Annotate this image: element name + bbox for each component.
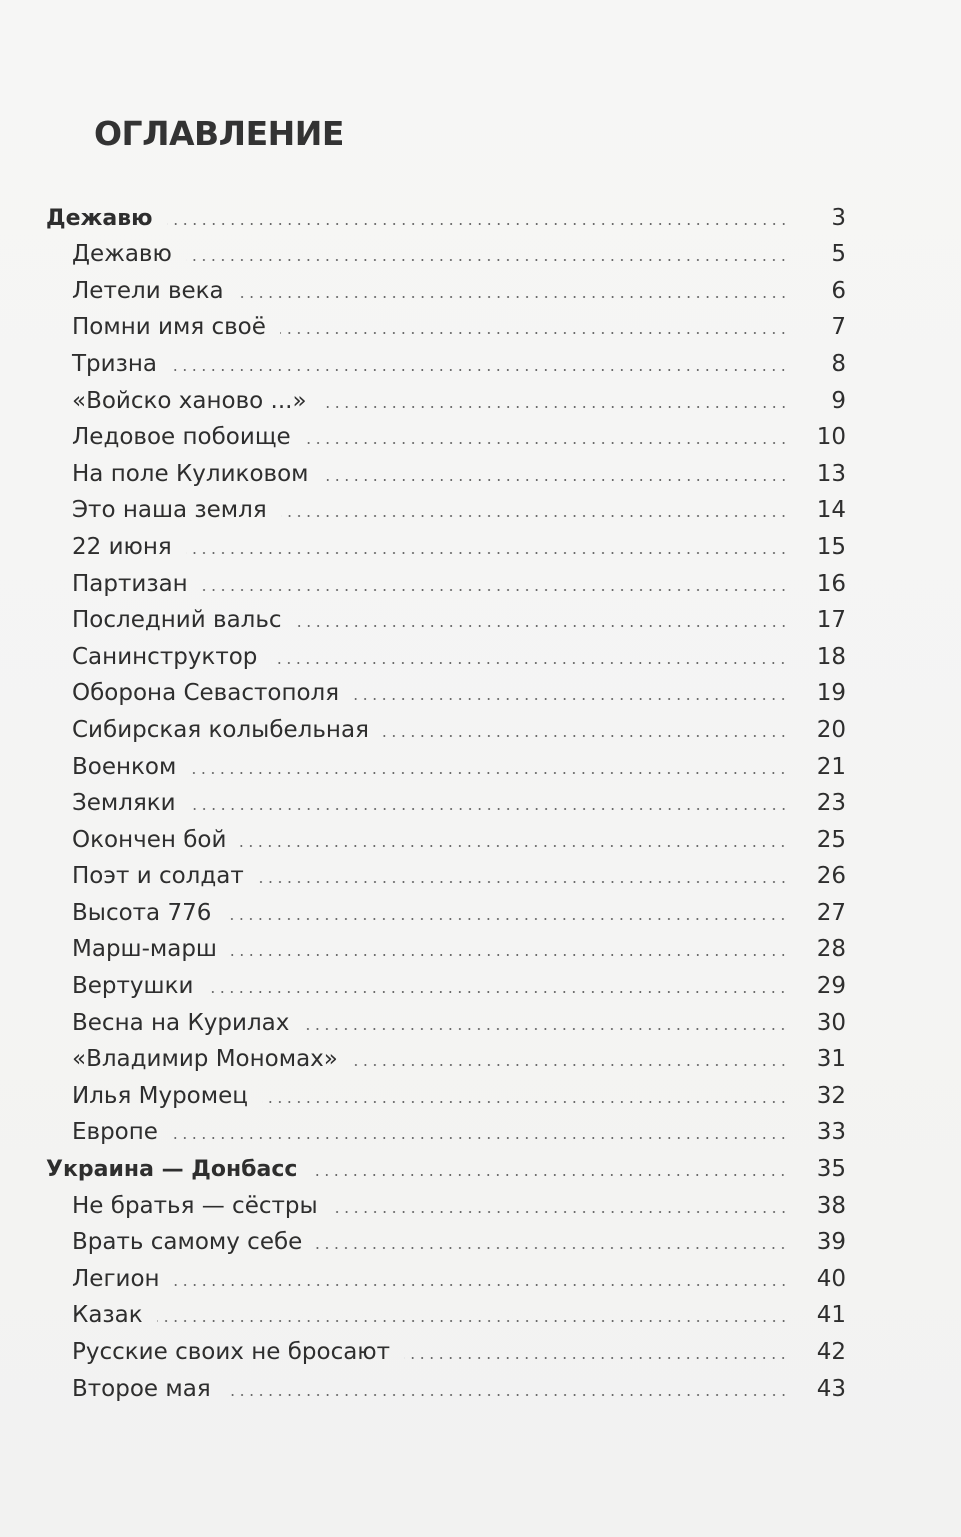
toc-item xyxy=(46,1222,852,1259)
toc-page-number: 18 xyxy=(816,643,846,670)
dot-leader xyxy=(383,735,788,737)
toc-entry-label: Оборона Севастополя xyxy=(72,680,340,707)
dot-leader xyxy=(240,845,788,847)
dot-leader xyxy=(281,515,788,517)
toc-page-number: 13 xyxy=(816,460,846,487)
toc-entry-label: Последний вальс xyxy=(72,607,282,634)
toc-page-number: 19 xyxy=(816,680,846,707)
toc-page-number: 3 xyxy=(831,204,846,231)
toc-page-number: 25 xyxy=(816,826,846,853)
toc-item xyxy=(46,636,852,673)
toc-entry-label: Русские своих не бросают xyxy=(72,1339,391,1365)
toc-page-number: 29 xyxy=(816,973,846,1000)
dot-leader xyxy=(186,552,788,554)
toc-item xyxy=(46,490,852,527)
toc-page-number: 8 xyxy=(831,350,846,377)
toc-entry-label: Легион xyxy=(72,1265,160,1292)
toc-item xyxy=(46,526,852,563)
toc-item xyxy=(46,343,852,380)
toc-entry-label: Врать самому себе xyxy=(72,1229,303,1256)
dot-leader xyxy=(202,589,788,591)
toc-item xyxy=(46,673,852,710)
toc-entry-label: Дежавю xyxy=(46,205,153,231)
toc-entry-label: Это наша земля xyxy=(72,497,267,524)
dot-leader xyxy=(332,1211,788,1213)
toc-page-number: 26 xyxy=(816,863,846,890)
toc-entry-label: Не братья — сёстры xyxy=(72,1192,318,1219)
toc-item xyxy=(46,1002,852,1039)
toc-page-number: 39 xyxy=(816,1229,846,1256)
toc-item xyxy=(46,1039,852,1076)
toc-entry-label: Казак xyxy=(72,1302,143,1329)
toc-page-number: 14 xyxy=(816,497,846,524)
toc-page-number: 6 xyxy=(831,277,846,304)
toc-item xyxy=(46,1185,852,1222)
toc-entry-label: 22 июня xyxy=(72,533,172,560)
dot-leader xyxy=(207,991,788,993)
toc-entry-label: Европе xyxy=(72,1119,158,1146)
dot-leader xyxy=(352,1064,788,1066)
toc-entry-label: Партизан xyxy=(72,570,188,597)
toc-entry-label: Летели века xyxy=(72,277,224,304)
toc-entry-label: Санинструктор xyxy=(72,643,258,670)
toc-entry-label: Весна на Курилах xyxy=(72,1009,290,1036)
toc-page-number: 42 xyxy=(816,1339,846,1365)
dot-leader xyxy=(353,698,788,700)
toc-item xyxy=(46,1368,852,1405)
toc-item xyxy=(46,380,852,417)
toc-item xyxy=(46,563,852,600)
toc-item xyxy=(46,270,852,307)
toc-item xyxy=(46,1075,852,1112)
toc-item xyxy=(46,783,852,820)
dot-leader xyxy=(305,442,788,444)
toc-page-number: 10 xyxy=(816,424,846,451)
toc-item xyxy=(46,1295,852,1332)
toc-entry-label: Земляки xyxy=(72,790,176,817)
dot-leader xyxy=(323,479,788,481)
dot-leader xyxy=(296,625,788,627)
toc-page-number: 7 xyxy=(831,314,846,341)
toc-item xyxy=(46,965,852,1002)
dot-leader xyxy=(157,1320,788,1322)
toc-page-number: 31 xyxy=(816,1046,846,1073)
toc-page-number: 30 xyxy=(816,1009,846,1036)
toc-page-number: 33 xyxy=(816,1119,846,1146)
toc-section xyxy=(46,1148,852,1185)
toc-item xyxy=(46,1258,852,1295)
toc-item xyxy=(46,892,852,929)
dot-leader xyxy=(190,772,788,774)
dot-leader xyxy=(321,406,788,408)
toc-page-number: 35 xyxy=(816,1156,846,1183)
toc-entry-label: Высота 776 xyxy=(72,899,212,926)
toc-page-number: 28 xyxy=(816,936,846,963)
toc-item xyxy=(46,819,852,856)
toc-page-number: 23 xyxy=(816,790,846,817)
toc-page-number: 32 xyxy=(816,1082,846,1109)
toc-item xyxy=(46,453,852,490)
toc-entry-label: Украина — Донбасс xyxy=(46,1157,298,1183)
toc-page-number: 43 xyxy=(816,1375,846,1402)
dot-leader xyxy=(303,1028,788,1030)
toc-entry-label: «Войско ханово ...» xyxy=(72,387,307,414)
dot-leader xyxy=(225,918,788,920)
toc-item xyxy=(46,1331,852,1368)
toc-entry-label: Марш-марш xyxy=(72,936,217,963)
dot-leader xyxy=(171,369,788,371)
toc-entry-label: Помни имя своё xyxy=(72,314,266,341)
toc-page-number: 21 xyxy=(816,753,846,780)
toc-entry-label: Вертушки xyxy=(72,973,194,1000)
toc-item xyxy=(46,856,852,893)
dot-leader xyxy=(404,1357,788,1359)
toc-item xyxy=(46,307,852,344)
dot-leader xyxy=(238,296,788,298)
dot-leader xyxy=(311,1174,788,1176)
toc-page-number: 38 xyxy=(816,1192,846,1219)
toc-item xyxy=(46,234,852,271)
toc-page-number: 17 xyxy=(816,607,846,634)
toc-entry-label: Военком xyxy=(72,753,177,780)
toc-page-number: 40 xyxy=(816,1265,846,1292)
toc-page-number: 9 xyxy=(831,387,846,414)
toc-page-number: 27 xyxy=(816,899,846,926)
toc-item xyxy=(46,417,852,454)
toc-item xyxy=(46,709,852,746)
dot-leader xyxy=(231,954,788,956)
dot-leader xyxy=(167,223,788,225)
toc-item xyxy=(46,1112,852,1149)
dot-leader xyxy=(190,808,788,810)
dot-leader xyxy=(225,1394,788,1396)
toc-page-number: 15 xyxy=(816,533,846,560)
toc-entry-label: Дежавю xyxy=(72,241,172,268)
toc-page-number: 16 xyxy=(816,570,846,597)
dot-leader xyxy=(271,662,788,664)
dot-leader xyxy=(258,881,788,883)
dot-leader xyxy=(316,1247,788,1249)
toc-item xyxy=(46,600,852,637)
toc-entry-label: На поле Куликовом xyxy=(72,460,309,487)
toc-entry-label: «Владимир Мономах» xyxy=(72,1046,338,1073)
toc-item xyxy=(46,929,852,966)
toc-entry-label: Илья Муромец xyxy=(72,1082,248,1109)
table-of-contents xyxy=(46,197,852,1405)
dot-leader xyxy=(280,332,788,334)
toc-entry-label: Второе мая xyxy=(72,1375,211,1402)
toc-entry-label: Поэт и солдат xyxy=(72,863,244,890)
toc-entry-label: Окончен бой xyxy=(72,826,227,853)
dot-leader xyxy=(174,1284,788,1286)
toc-entry-label: Тризна xyxy=(72,350,157,377)
dot-leader xyxy=(262,1101,788,1103)
dot-leader xyxy=(186,259,788,261)
dot-leader xyxy=(172,1137,788,1139)
toc-page-number: 5 xyxy=(831,241,846,268)
toc-entry-label: Сибирская колыбельная xyxy=(72,716,369,743)
toc-entry-label: Ледовое побоище xyxy=(72,424,291,451)
toc-item xyxy=(46,746,852,783)
toc-page-number: 20 xyxy=(816,716,846,743)
toc-page-number: 41 xyxy=(816,1302,846,1329)
toc-section xyxy=(46,197,852,234)
page-title: ОГЛАВЛЕНИЕ xyxy=(94,114,344,153)
